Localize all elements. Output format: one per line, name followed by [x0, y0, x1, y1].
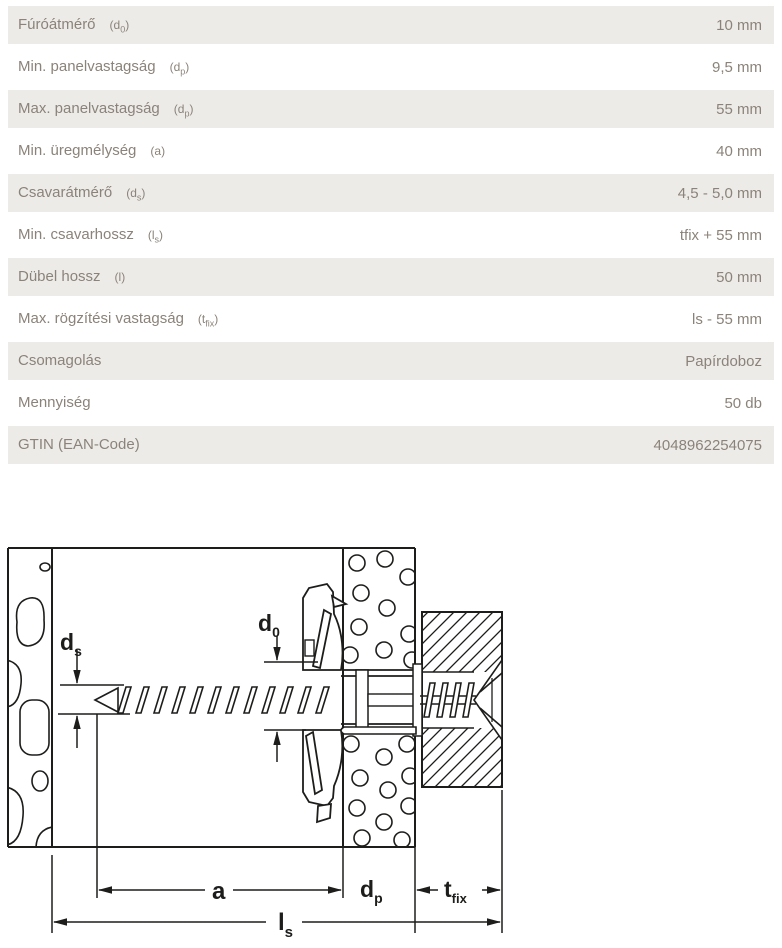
spec-label: Min. csavarhossz: [18, 226, 134, 243]
spec-value: 50 mm: [716, 268, 762, 286]
spec-row: [8, 384, 774, 422]
spec-symbol: $(d_s)$: [126, 186, 146, 203]
dim-label-dp: $d_p$: [360, 876, 383, 906]
spec-row: [8, 48, 774, 86]
spec-table: [8, 6, 774, 468]
spec-symbol: $(l_s)$: [147, 228, 164, 245]
spec-value: 10 mm: [716, 16, 762, 34]
wall-texture: [6, 563, 52, 847]
spec-symbol: (a): [150, 144, 166, 158]
spec-value: ls - 55 mm: [691, 310, 762, 328]
spec-label: GTIN (EAN-Code): [18, 436, 140, 453]
spec-label: Csavarátmérő: [18, 184, 113, 201]
spec-label: Mennyiség: [18, 394, 91, 411]
screw: [95, 687, 329, 713]
spec-label: Max. rögzítési vastagság: [18, 310, 184, 327]
spec-symbol: (l): [114, 270, 126, 284]
spec-symbol: $(t_{fix})$: [197, 312, 219, 329]
spec-row: [8, 174, 774, 212]
spec-symbol: $(d_p)$: [169, 60, 190, 77]
spec-value: Papírdoboz: [685, 352, 762, 370]
spec-value: 4,5 - 5,0 mm: [677, 184, 762, 202]
spec-symbol: $(d_p)$: [173, 102, 194, 119]
spec-value: tfix + 55 mm: [679, 226, 762, 244]
spec-symbol: $(d_0)$: [109, 18, 130, 35]
spec-value: 9,5 mm: [711, 58, 762, 76]
spec-label: Csomagolás: [18, 352, 102, 369]
spec-label: Fúróátmérő: [18, 16, 96, 33]
screw-threads-left: [118, 687, 329, 713]
spec-value: 50 db: [724, 394, 762, 412]
spec-label: Min. üregmélység: [18, 142, 137, 159]
spec-value: 40 mm: [716, 142, 762, 160]
dim-label-tfix: $t_{fix}$: [444, 876, 467, 906]
spec-row: [8, 342, 774, 380]
spec-label: Max. panelvastagság: [18, 100, 160, 117]
spec-value: 4048962254075: [653, 436, 762, 454]
spec-label: Min. panelvastagság: [18, 58, 156, 75]
technical-diagram: [0, 538, 782, 948]
dim-label-ls: $l_s$: [278, 909, 294, 941]
spec-row: [8, 90, 774, 128]
dim-label-ds: $d_s$: [60, 629, 82, 659]
spec-value: 55 mm: [716, 100, 762, 118]
spec-row: [8, 426, 774, 464]
spec-row: [8, 132, 774, 170]
spec-label: Dübel hossz: [18, 268, 101, 285]
dimension-ds: [58, 650, 130, 748]
dim-label-d0: $d_0$: [258, 610, 280, 640]
spec-row: [8, 6, 774, 44]
spec-row: [8, 258, 774, 296]
dim-label-a: a: [212, 878, 226, 905]
spec-row: [8, 300, 774, 338]
spec-row: [8, 216, 774, 254]
